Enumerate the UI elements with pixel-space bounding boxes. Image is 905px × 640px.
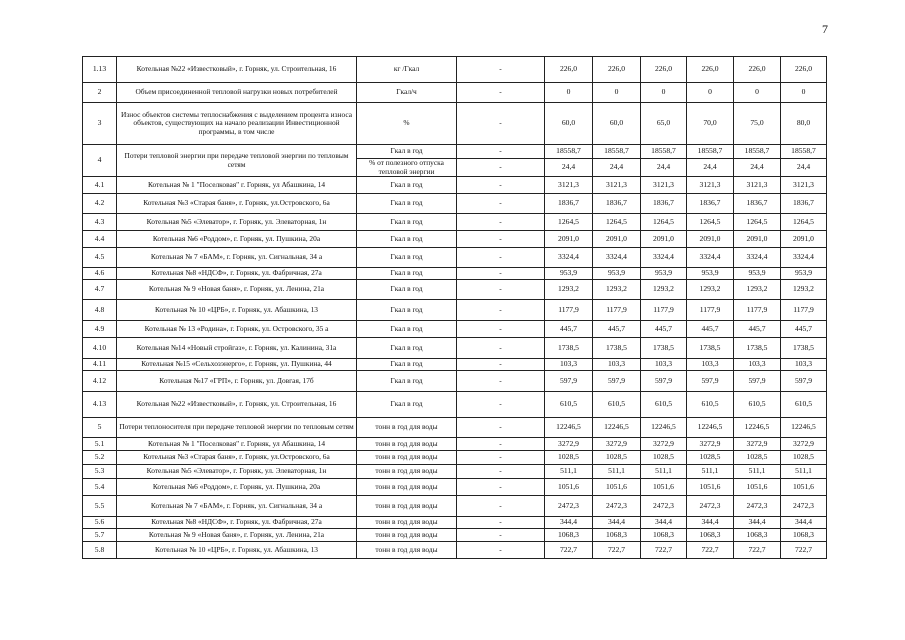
row-value: 12246,5 [781, 418, 827, 438]
row-value: 1264,5 [593, 214, 641, 231]
row-unit: тонн в год для воды [357, 418, 457, 438]
row-value: 1293,2 [734, 280, 781, 300]
row-value: 226,0 [734, 57, 781, 83]
row-name: Котельная №6 «Роддом», г. Горняк, ул. Пушкина, 20а [117, 231, 357, 248]
row-number: 4.5 [83, 248, 117, 268]
row-value: 1177,9 [687, 300, 734, 321]
table-row [83, 438, 827, 451]
row-base-value: - [457, 338, 545, 359]
row-value: 3121,3 [781, 177, 827, 194]
row-value: 3121,3 [641, 177, 687, 194]
row-value: 445,7 [781, 321, 827, 338]
row-name: Котельная № 7 «БАМ», г. Горняк, ул. Сигнальная, 34 а [117, 248, 357, 268]
row-value: 722,7 [641, 542, 687, 559]
row-value: 18558,7 [781, 145, 827, 159]
row-unit: Гкал в год [357, 321, 457, 338]
row-unit: тонн в год для воды [357, 438, 457, 451]
row-base-value: - [457, 194, 545, 214]
row-value: 18558,7 [641, 145, 687, 159]
row-unit: Гкал в год [357, 280, 457, 300]
row-number: 5.5 [83, 496, 117, 517]
row-value: 1264,5 [545, 214, 593, 231]
row-value: 1028,5 [734, 451, 781, 465]
row-value: 60,0 [593, 103, 641, 145]
row-value: 3324,4 [641, 248, 687, 268]
row-name: Котельная №3 «Старая баня», г. Горняк, ул.Островского, 6а [117, 451, 357, 465]
row-name: Котельная №5 «Элеватор», г. Горняк, ул. Элеваторная, 1н [117, 214, 357, 231]
table-row [83, 248, 827, 268]
row-value: 3272,9 [545, 438, 593, 451]
row-value: 722,7 [687, 542, 734, 559]
table-row [83, 268, 827, 280]
row-value: 445,7 [687, 321, 734, 338]
row-base-value: - [457, 248, 545, 268]
row-value: 1028,5 [641, 451, 687, 465]
row-value: 3324,4 [734, 248, 781, 268]
table-row [83, 194, 827, 214]
row-unit: тонн в год для воды [357, 496, 457, 517]
row-number: 2 [83, 83, 117, 103]
row-value: 24,4 [641, 159, 687, 177]
row-name: Котельная № 10 «ЦРБ», г. Горняк, ул. Абашкина, 13 [117, 542, 357, 559]
row-value: 18558,7 [545, 145, 593, 159]
row-value: 1051,6 [641, 479, 687, 496]
row-name: Котельная № 9 «Новая баня», г. Горняк, ул. Ленина, 21а [117, 280, 357, 300]
row-number: 4.11 [83, 359, 117, 371]
row-value: 1177,9 [641, 300, 687, 321]
table-row [83, 103, 827, 145]
row-base-value: - [457, 418, 545, 438]
row-value: 1068,3 [641, 529, 687, 542]
table-body [83, 57, 827, 559]
row-value: 1051,6 [593, 479, 641, 496]
row-value: 24,4 [593, 159, 641, 177]
row-name: Котельная №15 «Сельхозэнерго», г. Горняк, ул. Пушкина, 44 [117, 359, 357, 371]
row-value: 511,1 [734, 465, 781, 479]
row-value: 3272,9 [781, 438, 827, 451]
row-unit: Гкал в год [357, 145, 457, 159]
row-name: Котельная №17 «ГРП», г. Горняк, ул. Довгая, 17б [117, 371, 357, 392]
row-unit: Гкал в год [357, 392, 457, 418]
row-value: 1293,2 [641, 280, 687, 300]
row-value: 18558,7 [593, 145, 641, 159]
row-name: Котельная №8 «НДСФ», г. Горняк, ул. Фабричная, 27а [117, 517, 357, 529]
row-base-value: - [457, 496, 545, 517]
row-value: 1836,7 [641, 194, 687, 214]
row-number: 3 [83, 103, 117, 145]
table-row [83, 359, 827, 371]
row-value: 1264,5 [641, 214, 687, 231]
table-row [83, 418, 827, 438]
table-row [83, 496, 827, 517]
table-row [83, 57, 827, 83]
row-value: 344,4 [781, 517, 827, 529]
row-value: 1293,2 [545, 280, 593, 300]
row-name: Котельная № 1 "Поселковая" г. Горняк, ул Абашкина, 14 [117, 177, 357, 194]
row-value: 3272,9 [687, 438, 734, 451]
row-value: 0 [593, 83, 641, 103]
row-value: 1264,5 [781, 214, 827, 231]
row-base-value: - [457, 103, 545, 145]
row-base-value: - [457, 268, 545, 280]
row-value: 12246,5 [545, 418, 593, 438]
row-value: 103,3 [545, 359, 593, 371]
row-value: 1264,5 [734, 214, 781, 231]
row-value: 1068,3 [545, 529, 593, 542]
row-value: 1177,9 [734, 300, 781, 321]
row-unit: тонн в год для воды [357, 451, 457, 465]
row-value: 511,1 [593, 465, 641, 479]
row-unit: тонн в год для воды [357, 465, 457, 479]
row-value: 1738,5 [781, 338, 827, 359]
row-value: 1028,5 [593, 451, 641, 465]
row-value: 1051,6 [734, 479, 781, 496]
row-base-value: - [457, 371, 545, 392]
row-number: 4.10 [83, 338, 117, 359]
row-base-value: - [457, 300, 545, 321]
row-value: 2091,0 [641, 231, 687, 248]
row-value: 2091,0 [545, 231, 593, 248]
row-base-value: - [457, 465, 545, 479]
row-unit: Гкал в год [357, 214, 457, 231]
table-row [83, 465, 827, 479]
row-base-value: - [457, 517, 545, 529]
row-value: 610,5 [545, 392, 593, 418]
row-value: 610,5 [734, 392, 781, 418]
row-number: 1.13 [83, 57, 117, 83]
row-number: 5.7 [83, 529, 117, 542]
row-value: 18558,7 [734, 145, 781, 159]
row-number: 5.6 [83, 517, 117, 529]
row-value: 12246,5 [734, 418, 781, 438]
row-value: 12246,5 [593, 418, 641, 438]
row-value: 0 [734, 83, 781, 103]
row-name: Котельная №8 «НДСФ», г. Горняк, ул. Фабричная, 27а [117, 268, 357, 280]
row-number: 4.2 [83, 194, 117, 214]
row-name: Котельная № 7 «БАМ», г. Горняк, ул. Сигнальная, 34 а [117, 496, 357, 517]
row-value: 1177,9 [781, 300, 827, 321]
row-name: Котельная №5 «Элеватор», г. Горняк, ул. Элеваторная, 1н [117, 465, 357, 479]
row-value: 722,7 [545, 542, 593, 559]
row-value: 1738,5 [593, 338, 641, 359]
row-value: 1028,5 [545, 451, 593, 465]
table-row [83, 321, 827, 338]
row-value: 511,1 [545, 465, 593, 479]
row-value: 2472,3 [593, 496, 641, 517]
row-value: 24,4 [734, 159, 781, 177]
row-value: 1738,5 [641, 338, 687, 359]
row-value: 953,9 [641, 268, 687, 280]
row-value: 1051,6 [545, 479, 593, 496]
row-value: 103,3 [593, 359, 641, 371]
row-base-value: - [457, 529, 545, 542]
row-base-value: - [457, 438, 545, 451]
row-value: 953,9 [545, 268, 593, 280]
table-row [83, 280, 827, 300]
row-value: 226,0 [687, 57, 734, 83]
row-value: 1028,5 [687, 451, 734, 465]
row-base-value: - [457, 83, 545, 103]
row-value: 0 [781, 83, 827, 103]
row-value: 445,7 [641, 321, 687, 338]
row-value: 3272,9 [734, 438, 781, 451]
row-value: 344,4 [641, 517, 687, 529]
row-value: 1028,5 [781, 451, 827, 465]
row-value: 1836,7 [545, 194, 593, 214]
row-number: 4.8 [83, 300, 117, 321]
row-name: Котельная № 13 «Родина», г. Горняк, ул. Островского, 35 а [117, 321, 357, 338]
row-value: 103,3 [641, 359, 687, 371]
row-value: 445,7 [734, 321, 781, 338]
row-unit: тонн в год для воды [357, 517, 457, 529]
row-unit: тонн в год для воды [357, 479, 457, 496]
table-row [83, 479, 827, 496]
row-value: 1068,3 [734, 529, 781, 542]
row-value: 65,0 [641, 103, 687, 145]
row-value: 1068,3 [687, 529, 734, 542]
row-value: 445,7 [545, 321, 593, 338]
table-row [83, 371, 827, 392]
row-value: 24,4 [781, 159, 827, 177]
row-unit: Гкал в год [357, 338, 457, 359]
row-unit: % от полезного отпуска тепловой энергии [357, 159, 457, 177]
row-unit: тонн в год для воды [357, 529, 457, 542]
row-value: 24,4 [545, 159, 593, 177]
row-value: 1836,7 [781, 194, 827, 214]
row-value: 597,9 [593, 371, 641, 392]
row-value: 610,5 [781, 392, 827, 418]
row-value: 3324,4 [687, 248, 734, 268]
row-value: 1836,7 [734, 194, 781, 214]
row-number: 5 [83, 418, 117, 438]
row-name: Объем присоединенной тепловой нагрузки новых потребителей [117, 83, 357, 103]
row-name: Котельная №14 «Новый стройгаз», г. Горняк, ул. Калинина, 31а [117, 338, 357, 359]
row-value: 344,4 [593, 517, 641, 529]
row-value: 60,0 [545, 103, 593, 145]
table-row [83, 338, 827, 359]
row-name: Потери теплоносителя при передаче тепловой энергии по тепловым сетям [117, 418, 357, 438]
row-name: Котельная №3 «Старая баня», г. Горняк, ул.Островского, 6а [117, 194, 357, 214]
row-value: 1293,2 [687, 280, 734, 300]
row-base-value: - [457, 214, 545, 231]
row-value: 3121,3 [734, 177, 781, 194]
row-value: 511,1 [641, 465, 687, 479]
row-value: 953,9 [734, 268, 781, 280]
row-unit: Гкал в год [357, 371, 457, 392]
row-value: 3324,4 [781, 248, 827, 268]
row-value: 953,9 [593, 268, 641, 280]
row-name: Котельная №22 «Известковый», г. Горняк, ул. Строительная, 16 [117, 392, 357, 418]
indicators-table [82, 56, 827, 559]
row-value: 610,5 [641, 392, 687, 418]
row-value: 3121,3 [545, 177, 593, 194]
row-value: 12246,5 [687, 418, 734, 438]
row-name: Котельная № 10 «ЦРБ», г. Горняк, ул. Абашкина, 13 [117, 300, 357, 321]
row-value: 0 [687, 83, 734, 103]
row-value: 597,9 [545, 371, 593, 392]
row-value: 1836,7 [687, 194, 734, 214]
row-value: 70,0 [687, 103, 734, 145]
row-number: 5.8 [83, 542, 117, 559]
row-value: 2472,3 [687, 496, 734, 517]
row-base-value: - [457, 542, 545, 559]
row-base-value: - [457, 479, 545, 496]
row-value: 1051,6 [687, 479, 734, 496]
row-value: 2472,3 [641, 496, 687, 517]
row-value: 445,7 [593, 321, 641, 338]
row-number: 5.4 [83, 479, 117, 496]
row-base-value: - [457, 392, 545, 418]
row-value: 953,9 [687, 268, 734, 280]
row-value: 722,7 [593, 542, 641, 559]
row-value: 597,9 [641, 371, 687, 392]
table-row [83, 300, 827, 321]
row-number: 4.3 [83, 214, 117, 231]
row-value: 0 [641, 83, 687, 103]
row-value: 953,9 [781, 268, 827, 280]
row-base-value: - [457, 159, 545, 177]
page-number: 7 [822, 22, 828, 36]
row-value: 1068,3 [781, 529, 827, 542]
row-unit: Гкал в год [357, 177, 457, 194]
row-value: 511,1 [687, 465, 734, 479]
row-base-value: - [457, 145, 545, 159]
row-value: 344,4 [545, 517, 593, 529]
row-base-value: - [457, 280, 545, 300]
row-unit: Гкал в год [357, 231, 457, 248]
row-base-value: - [457, 231, 545, 248]
row-value: 1068,3 [593, 529, 641, 542]
row-unit: Гкал в год [357, 248, 457, 268]
row-value: 1264,5 [687, 214, 734, 231]
row-value: 2091,0 [593, 231, 641, 248]
row-unit: Гкал в год [357, 194, 457, 214]
row-number: 4.13 [83, 392, 117, 418]
row-value: 3324,4 [545, 248, 593, 268]
table-row [83, 529, 827, 542]
table-row [83, 145, 827, 159]
table-row [83, 451, 827, 465]
row-number: 4.4 [83, 231, 117, 248]
row-value: 1177,9 [545, 300, 593, 321]
row-value: 3272,9 [641, 438, 687, 451]
table-row [83, 517, 827, 529]
row-value: 103,3 [687, 359, 734, 371]
row-value: 344,4 [687, 517, 734, 529]
row-value: 3121,3 [593, 177, 641, 194]
row-value: 2091,0 [687, 231, 734, 248]
row-value: 2472,3 [545, 496, 593, 517]
row-base-value: - [457, 177, 545, 194]
row-base-value: - [457, 359, 545, 371]
row-name: Котельная № 1 "Поселковая" г. Горняк, ул Абашкина, 14 [117, 438, 357, 451]
row-unit: Гкал в год [357, 300, 457, 321]
row-value: 1836,7 [593, 194, 641, 214]
row-name: Потери тепловой энергии при передаче тепловой энергии по тепловым сетям [117, 145, 357, 177]
row-value: 80,0 [781, 103, 827, 145]
row-value: 24,4 [687, 159, 734, 177]
row-unit: % [357, 103, 457, 145]
row-value: 3324,4 [593, 248, 641, 268]
row-value: 103,3 [734, 359, 781, 371]
row-value: 1738,5 [734, 338, 781, 359]
table-row [83, 231, 827, 248]
row-value: 511,1 [781, 465, 827, 479]
row-value: 226,0 [545, 57, 593, 83]
row-unit: Гкал в год [357, 268, 457, 280]
row-value: 1738,5 [545, 338, 593, 359]
table-row [83, 177, 827, 194]
table-row [83, 542, 827, 559]
row-unit: кг /Гкал [357, 57, 457, 83]
row-value: 344,4 [734, 517, 781, 529]
row-value: 103,3 [781, 359, 827, 371]
row-name: Износ объектов системы теплоснабжения с выделением процента износа объектов, существующих на начало реализации Инвестиционной программы, в том числе [117, 103, 357, 145]
row-name: Котельная №6 «Роддом», г. Горняк, ул. Пушкина, 20а [117, 479, 357, 496]
row-value: 3121,3 [687, 177, 734, 194]
row-value: 0 [545, 83, 593, 103]
row-value: 1177,9 [593, 300, 641, 321]
row-base-value: - [457, 57, 545, 83]
row-value: 75,0 [734, 103, 781, 145]
row-value: 610,5 [687, 392, 734, 418]
row-value: 1293,2 [781, 280, 827, 300]
row-value: 226,0 [781, 57, 827, 83]
row-value: 610,5 [593, 392, 641, 418]
row-base-value: - [457, 321, 545, 338]
row-value: 226,0 [641, 57, 687, 83]
table-row [83, 214, 827, 231]
row-number: 4.1 [83, 177, 117, 194]
row-value: 226,0 [593, 57, 641, 83]
row-value: 597,9 [734, 371, 781, 392]
row-unit: Гкал/ч [357, 83, 457, 103]
row-value: 2472,3 [781, 496, 827, 517]
row-number: 5.2 [83, 451, 117, 465]
row-number: 4 [83, 145, 117, 177]
row-name: Котельная № 9 «Новая баня», г. Горняк, ул. Ленина, 21а [117, 529, 357, 542]
row-unit: тонн в год для воды [357, 542, 457, 559]
row-value: 12246,5 [641, 418, 687, 438]
row-unit: Гкал в год [357, 359, 457, 371]
row-number: 5.1 [83, 438, 117, 451]
row-number: 5.3 [83, 465, 117, 479]
row-number: 4.6 [83, 268, 117, 280]
row-number: 4.7 [83, 280, 117, 300]
row-value: 18558,7 [687, 145, 734, 159]
row-value: 1293,2 [593, 280, 641, 300]
row-base-value: - [457, 451, 545, 465]
row-value: 597,9 [781, 371, 827, 392]
row-value: 1738,5 [687, 338, 734, 359]
row-name: Котельная №22 «Известковый», г. Горняк, ул. Строительная, 16 [117, 57, 357, 83]
table-row [83, 392, 827, 418]
row-number: 4.9 [83, 321, 117, 338]
row-value: 3272,9 [593, 438, 641, 451]
row-number: 4.12 [83, 371, 117, 392]
row-value: 722,7 [781, 542, 827, 559]
row-value: 2091,0 [781, 231, 827, 248]
table-row [83, 83, 827, 103]
row-value: 722,7 [734, 542, 781, 559]
row-value: 2472,3 [734, 496, 781, 517]
row-value: 1051,6 [781, 479, 827, 496]
row-value: 597,9 [687, 371, 734, 392]
row-value: 2091,0 [734, 231, 781, 248]
